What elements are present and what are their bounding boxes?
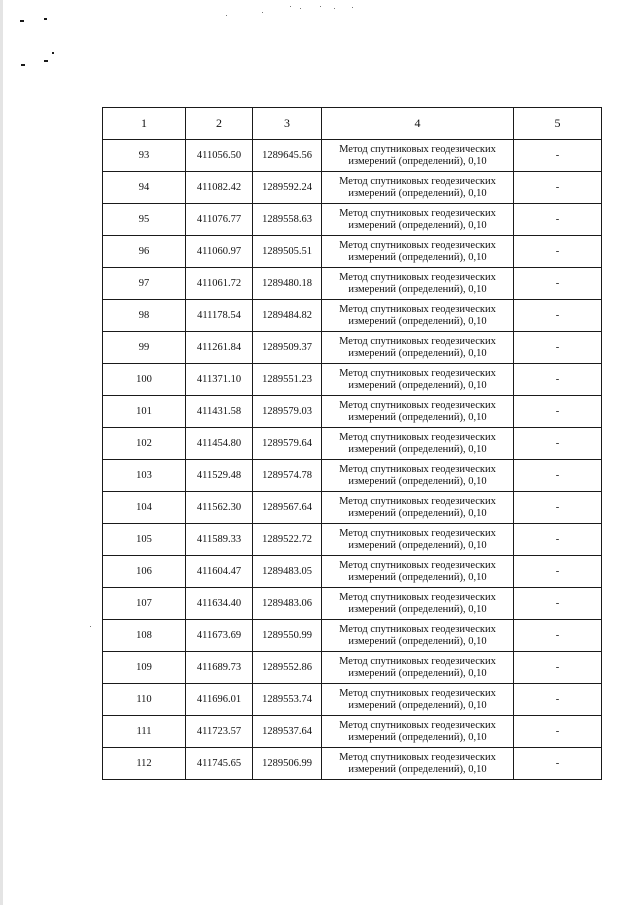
method-line-2: измерений (определений), 0,10: [348, 507, 487, 519]
scan-speck: [262, 12, 263, 13]
note-cell: -: [514, 684, 602, 716]
method-line-1: Метод спутниковых геодезических: [339, 239, 496, 251]
scan-speck: [90, 626, 91, 627]
method-line-1: Метод спутниковых геодезических: [339, 303, 496, 315]
y-coordinate-cell: 1289505.51: [253, 236, 322, 268]
table-row: [103, 300, 602, 332]
x-coordinate-cell: 411082.42: [186, 172, 253, 204]
x-coordinate-cell: 411634.40: [186, 588, 253, 620]
method-line-2: измерений (определений), 0,10: [348, 251, 487, 263]
x-coordinate-cell: 411689.73: [186, 652, 253, 684]
method-line-1: Метод спутниковых геодезических: [339, 271, 496, 283]
table-row: [103, 460, 602, 492]
method-line-2: измерений (определений), 0,10: [348, 187, 487, 199]
method-cell: [322, 684, 514, 716]
page-left-edge: [0, 0, 3, 905]
method-cell: [322, 172, 514, 204]
point-number-cell: 109: [103, 652, 186, 684]
point-number-cell: 95: [103, 204, 186, 236]
point-number-cell: 98: [103, 300, 186, 332]
y-coordinate-cell: 1289483.05: [253, 556, 322, 588]
header-cell: 4: [322, 108, 514, 140]
point-number-cell: 99: [103, 332, 186, 364]
x-coordinate-cell: 411696.01: [186, 684, 253, 716]
method-cell: [322, 428, 514, 460]
scan-mark: [52, 52, 54, 54]
y-coordinate-cell: 1289551.23: [253, 364, 322, 396]
method-line-1: Метод спутниковых геодезических: [339, 559, 496, 571]
method-line-1: Метод спутниковых геодезических: [339, 527, 496, 539]
method-line-2: измерений (определений), 0,10: [348, 315, 487, 327]
x-coordinate-cell: 411431.58: [186, 396, 253, 428]
note-cell: -: [514, 588, 602, 620]
point-number-cell: 111: [103, 716, 186, 748]
table-row: [103, 396, 602, 428]
method-line-1: Метод спутниковых геодезических: [339, 175, 496, 187]
method-line-1: Метод спутниковых геодезических: [339, 719, 496, 731]
header-row: [103, 108, 602, 140]
method-line-2: измерений (определений), 0,10: [348, 379, 487, 391]
y-coordinate-cell: 1289579.03: [253, 396, 322, 428]
method-line-1: Метод спутниковых геодезических: [339, 367, 496, 379]
method-line-1: Метод спутниковых геодезических: [339, 591, 496, 603]
scan-mark: [44, 18, 47, 20]
point-number-cell: 101: [103, 396, 186, 428]
x-coordinate-cell: 411076.77: [186, 204, 253, 236]
method-line-2: измерений (определений), 0,10: [348, 155, 487, 167]
table-row: [103, 172, 602, 204]
method-cell: [322, 492, 514, 524]
y-coordinate-cell: 1289645.56: [253, 140, 322, 172]
scan-mark: [44, 60, 48, 62]
method-line-1: Метод спутниковых геодезических: [339, 655, 496, 667]
point-number-cell: 110: [103, 684, 186, 716]
table-row: [103, 556, 602, 588]
method-line-2: измерений (определений), 0,10: [348, 635, 487, 647]
note-cell: -: [514, 236, 602, 268]
method-cell: [322, 204, 514, 236]
table-header: [103, 108, 602, 140]
point-number-cell: 102: [103, 428, 186, 460]
method-line-2: измерений (определений), 0,10: [348, 283, 487, 295]
table-row: [103, 428, 602, 460]
x-coordinate-cell: 411178.54: [186, 300, 253, 332]
point-number-cell: 93: [103, 140, 186, 172]
note-cell: -: [514, 300, 602, 332]
note-cell: -: [514, 460, 602, 492]
coordinates-table: [102, 107, 602, 780]
point-number-cell: 112: [103, 748, 186, 780]
table-row: [103, 652, 602, 684]
method-cell: [322, 524, 514, 556]
x-coordinate-cell: 411454.80: [186, 428, 253, 460]
note-cell: -: [514, 268, 602, 300]
note-cell: -: [514, 172, 602, 204]
method-line-2: измерений (определений), 0,10: [348, 731, 487, 743]
header-cell: 5: [514, 108, 602, 140]
method-line-1: Метод спутниковых геодезических: [339, 463, 496, 475]
y-coordinate-cell: 1289537.64: [253, 716, 322, 748]
x-coordinate-cell: 411604.47: [186, 556, 253, 588]
y-coordinate-cell: 1289550.99: [253, 620, 322, 652]
method-line-2: измерений (определений), 0,10: [348, 411, 487, 423]
y-coordinate-cell: 1289558.63: [253, 204, 322, 236]
method-line-2: измерений (определений), 0,10: [348, 699, 487, 711]
note-cell: -: [514, 652, 602, 684]
method-line-2: измерений (определений), 0,10: [348, 603, 487, 615]
method-line-1: Метод спутниковых геодезических: [339, 431, 496, 443]
x-coordinate-cell: 411261.84: [186, 332, 253, 364]
note-cell: -: [514, 716, 602, 748]
y-coordinate-cell: 1289553.74: [253, 684, 322, 716]
method-cell: [322, 556, 514, 588]
y-coordinate-cell: 1289592.24: [253, 172, 322, 204]
point-number-cell: 106: [103, 556, 186, 588]
method-cell: [322, 236, 514, 268]
table-row: [103, 236, 602, 268]
method-line-1: Метод спутниковых геодезических: [339, 399, 496, 411]
method-line-1: Метод спутниковых геодезических: [339, 335, 496, 347]
table-row: [103, 492, 602, 524]
point-number-cell: 104: [103, 492, 186, 524]
header-cell: 1: [103, 108, 186, 140]
y-coordinate-cell: 1289522.72: [253, 524, 322, 556]
table-row: [103, 364, 602, 396]
x-coordinate-cell: 411371.10: [186, 364, 253, 396]
x-coordinate-cell: 411562.30: [186, 492, 253, 524]
x-coordinate-cell: 411673.69: [186, 620, 253, 652]
method-cell: [322, 460, 514, 492]
note-cell: -: [514, 620, 602, 652]
x-coordinate-cell: 411061.72: [186, 268, 253, 300]
table-body: [103, 140, 602, 780]
table-row: [103, 748, 602, 780]
method-line-1: Метод спутниковых геодезических: [339, 495, 496, 507]
table-row: [103, 684, 602, 716]
method-cell: [322, 652, 514, 684]
method-cell: [322, 620, 514, 652]
note-cell: -: [514, 332, 602, 364]
method-line-1: Метод спутниковых геодезических: [339, 751, 496, 763]
method-line-2: измерений (определений), 0,10: [348, 571, 487, 583]
x-coordinate-cell: 411529.48: [186, 460, 253, 492]
table-row: [103, 588, 602, 620]
table-row: [103, 268, 602, 300]
header-cell: 2: [186, 108, 253, 140]
x-coordinate-cell: 411723.57: [186, 716, 253, 748]
x-coordinate-cell: 411060.97: [186, 236, 253, 268]
method-line-2: измерений (определений), 0,10: [348, 667, 487, 679]
table-row: [103, 524, 602, 556]
scan-speck: [290, 6, 291, 7]
x-coordinate-cell: 411745.65: [186, 748, 253, 780]
note-cell: -: [514, 556, 602, 588]
method-cell: [322, 748, 514, 780]
method-cell: [322, 716, 514, 748]
method-line-1: Метод спутниковых геодезических: [339, 687, 496, 699]
point-number-cell: 97: [103, 268, 186, 300]
note-cell: -: [514, 364, 602, 396]
method-line-2: измерений (определений), 0,10: [348, 443, 487, 455]
method-cell: [322, 268, 514, 300]
y-coordinate-cell: 1289483.06: [253, 588, 322, 620]
point-number-cell: 108: [103, 620, 186, 652]
method-cell: [322, 300, 514, 332]
scan-speck: [352, 7, 353, 8]
y-coordinate-cell: 1289574.78: [253, 460, 322, 492]
method-cell: [322, 396, 514, 428]
method-line-2: измерений (определений), 0,10: [348, 475, 487, 487]
method-line-2: измерений (определений), 0,10: [348, 219, 487, 231]
method-cell: [322, 332, 514, 364]
table-row: [103, 204, 602, 236]
scan-mark: [20, 20, 24, 22]
method-cell: [322, 588, 514, 620]
method-line-1: Метод спутниковых геодезических: [339, 623, 496, 635]
table-row: [103, 620, 602, 652]
method-line-2: измерений (определений), 0,10: [348, 539, 487, 551]
y-coordinate-cell: 1289484.82: [253, 300, 322, 332]
note-cell: -: [514, 524, 602, 556]
scan-speck: [300, 8, 301, 9]
point-number-cell: 103: [103, 460, 186, 492]
scan-speck: [320, 6, 321, 7]
y-coordinate-cell: 1289506.99: [253, 748, 322, 780]
scan-speck: [334, 8, 335, 9]
point-number-cell: 100: [103, 364, 186, 396]
x-coordinate-cell: 411056.50: [186, 140, 253, 172]
x-coordinate-cell: 411589.33: [186, 524, 253, 556]
y-coordinate-cell: 1289567.64: [253, 492, 322, 524]
method-cell: [322, 140, 514, 172]
y-coordinate-cell: 1289480.18: [253, 268, 322, 300]
y-coordinate-cell: 1289509.37: [253, 332, 322, 364]
note-cell: -: [514, 748, 602, 780]
note-cell: -: [514, 140, 602, 172]
method-line-2: измерений (определений), 0,10: [348, 763, 487, 775]
note-cell: -: [514, 492, 602, 524]
table-row: [103, 716, 602, 748]
y-coordinate-cell: 1289579.64: [253, 428, 322, 460]
method-line-1: Метод спутниковых геодезических: [339, 143, 496, 155]
point-number-cell: 105: [103, 524, 186, 556]
point-number-cell: 94: [103, 172, 186, 204]
scan-speck: [226, 15, 227, 16]
note-cell: -: [514, 428, 602, 460]
table-row: [103, 332, 602, 364]
y-coordinate-cell: 1289552.86: [253, 652, 322, 684]
method-line-2: измерений (определений), 0,10: [348, 347, 487, 359]
point-number-cell: 96: [103, 236, 186, 268]
method-line-1: Метод спутниковых геодезических: [339, 207, 496, 219]
scan-mark: [21, 64, 25, 66]
note-cell: -: [514, 396, 602, 428]
table-row: [103, 140, 602, 172]
point-number-cell: 107: [103, 588, 186, 620]
header-cell: 3: [253, 108, 322, 140]
note-cell: -: [514, 204, 602, 236]
method-cell: [322, 364, 514, 396]
